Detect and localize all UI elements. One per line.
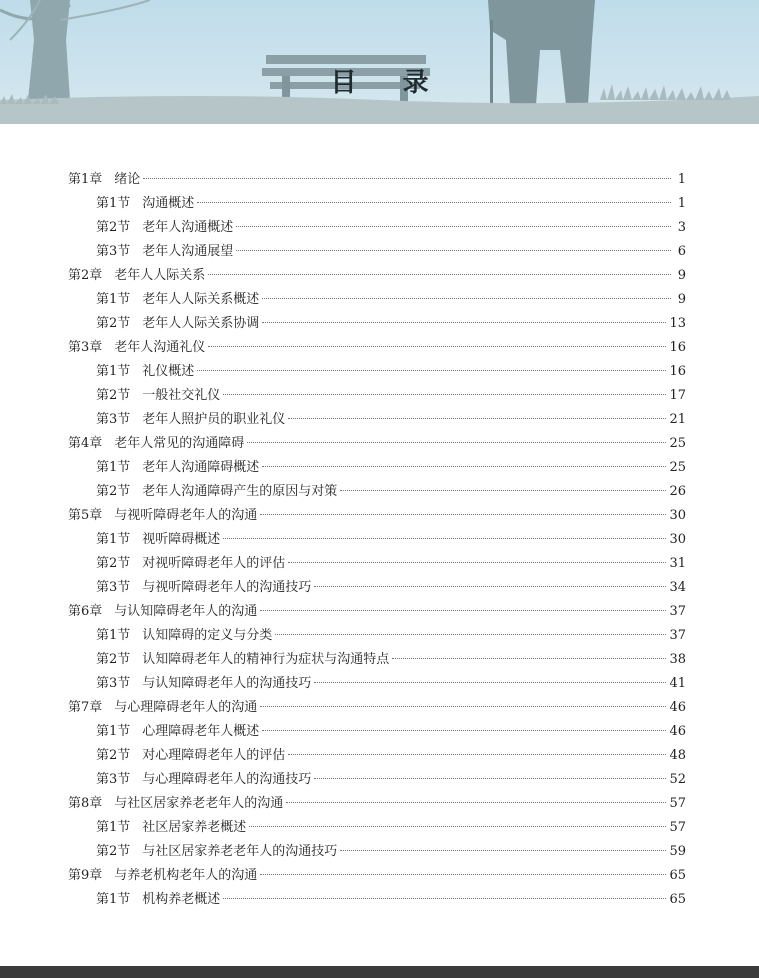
entry-page-number: 26: [669, 484, 686, 499]
table-of-contents: [68, 168, 686, 912]
entry-number: 第1节: [96, 628, 131, 643]
entry-title: 老年人沟通礼仪: [114, 340, 206, 355]
entry-number: 第2节: [96, 220, 131, 235]
entry-page-number: 57: [669, 796, 686, 811]
entry-title: 认知障碍的定义与分类: [142, 628, 273, 643]
entry-page-number: 37: [669, 604, 686, 619]
entry-number: 第8章: [68, 796, 103, 811]
entry-title: 老年人人际关系概述: [142, 292, 260, 307]
entry-page-number: 21: [669, 412, 686, 427]
toc-section-entry[interactable]: [68, 288, 686, 312]
entry-number: 第1节: [96, 532, 131, 547]
entry-title: 绪论: [114, 172, 141, 187]
entry-title: 与视听障碍老年人的沟通: [114, 508, 258, 523]
entry-title: 老年人沟通概述: [142, 220, 234, 235]
entry-title: 认知障碍老年人的精神行为症状与沟通特点: [142, 652, 390, 667]
entry-page-number: 48: [669, 748, 686, 763]
entry-page-number: 31: [669, 556, 686, 571]
entry-number: 第1节: [96, 460, 131, 475]
entry-title: 一般社交礼仪: [142, 388, 221, 403]
entry-number: 第3章: [68, 340, 103, 355]
toc-section-entry[interactable]: [68, 240, 686, 264]
entry-page-number: 37: [669, 628, 686, 643]
dot-leader: [208, 274, 671, 275]
entry-number: 第5章: [68, 508, 103, 523]
entry-number: 第1章: [68, 172, 103, 187]
entry-page-number: 34: [669, 580, 686, 595]
entry-number: 第2节: [96, 316, 131, 331]
entry-title: 与社区居家养老老年人的沟通: [114, 796, 284, 811]
dot-leader: [249, 826, 666, 827]
toc-section-entry[interactable]: [68, 816, 686, 840]
entry-page-number: 65: [669, 892, 686, 907]
dot-leader: [262, 322, 666, 323]
entry-number: 第2节: [96, 748, 131, 763]
dot-leader: [236, 250, 671, 251]
toc-section-entry[interactable]: [68, 528, 686, 552]
entry-number: 第2节: [96, 556, 131, 571]
entry-page-number: 9: [677, 268, 686, 283]
entry-number: 第3节: [96, 244, 131, 259]
dot-leader: [340, 850, 666, 851]
toc-section-entry[interactable]: [68, 744, 686, 768]
entry-title: 对视听障碍老年人的评估: [142, 556, 286, 571]
dot-leader: [340, 490, 666, 491]
dot-leader: [260, 514, 666, 515]
dot-leader: [288, 754, 666, 755]
dot-leader: [223, 538, 666, 539]
bottom-bar: [0, 966, 759, 978]
entry-title: 与社区居家养老老年人的沟通技巧: [142, 844, 338, 859]
dot-leader: [262, 466, 666, 467]
page-title: 目录: [330, 68, 475, 98]
entry-number: 第3节: [96, 412, 131, 427]
entry-title: 与养老机构老年人的沟通: [114, 868, 258, 883]
entry-title: 老年人照护员的职业礼仪: [142, 412, 286, 427]
dot-leader: [143, 178, 671, 179]
entry-page-number: 1: [677, 196, 686, 211]
entry-title: 老年人沟通障碍概述: [142, 460, 260, 475]
entry-number: 第6章: [68, 604, 103, 619]
entry-page-number: 52: [669, 772, 686, 787]
entry-page-number: 16: [669, 364, 686, 379]
entry-page-number: 3: [677, 220, 686, 235]
entry-number: 第2章: [68, 268, 103, 283]
toc-section-entry[interactable]: [68, 624, 686, 648]
entry-page-number: 57: [669, 820, 686, 835]
entry-title: 对心理障碍老年人的评估: [142, 748, 286, 763]
toc-section-entry[interactable]: [68, 216, 686, 240]
entry-page-number: 25: [669, 436, 686, 451]
dot-leader: [288, 418, 666, 419]
toc-section-entry[interactable]: [68, 384, 686, 408]
dot-leader: [260, 610, 666, 611]
dot-leader: [223, 394, 666, 395]
dot-leader: [236, 226, 671, 227]
entry-number: 第2节: [96, 484, 131, 499]
toc-chapter-entry[interactable]: [68, 336, 686, 360]
dot-leader: [314, 586, 666, 587]
dot-leader: [197, 370, 666, 371]
dot-leader: [247, 442, 666, 443]
entry-page-number: 65: [669, 868, 686, 883]
entry-page-number: 13: [669, 316, 686, 331]
entry-number: 第3节: [96, 772, 131, 787]
entry-title: 与心理障碍老年人的沟通: [114, 700, 258, 715]
entry-title: 与认知障碍老年人的沟通: [114, 604, 258, 619]
entry-number: 第4章: [68, 436, 103, 451]
toc-section-entry[interactable]: [68, 360, 686, 384]
toc-section-entry[interactable]: [68, 192, 686, 216]
entry-page-number: 16: [669, 340, 686, 355]
entry-page-number: 38: [669, 652, 686, 667]
dot-leader: [288, 562, 666, 563]
toc-chapter-entry[interactable]: [68, 792, 686, 816]
entry-number: 第9章: [68, 868, 103, 883]
dot-leader: [208, 346, 666, 347]
dot-leader: [392, 658, 666, 659]
entry-page-number: 9: [677, 292, 686, 307]
dot-leader: [260, 874, 666, 875]
entry-title: 与视听障碍老年人的沟通技巧: [142, 580, 312, 595]
dot-leader: [262, 298, 671, 299]
toc-chapter-entry[interactable]: [68, 696, 686, 720]
entry-page-number: 25: [669, 460, 686, 475]
toc-chapter-entry[interactable]: [68, 600, 686, 624]
toc-section-entry[interactable]: [68, 480, 686, 504]
entry-page-number: 41: [669, 676, 686, 691]
entry-number: 第1节: [96, 892, 131, 907]
entry-title: 社区居家养老概述: [142, 820, 247, 835]
toc-section-entry[interactable]: [68, 648, 686, 672]
toc-section-entry[interactable]: [68, 312, 686, 336]
dot-leader: [262, 730, 666, 731]
entry-title: 视听障碍概述: [142, 532, 221, 547]
entry-page-number: 46: [669, 724, 686, 739]
entry-number: 第1节: [96, 724, 131, 739]
entry-title: 老年人人际关系: [114, 268, 206, 283]
entry-title: 老年人常见的沟通障碍: [114, 436, 245, 451]
dot-leader: [314, 778, 666, 779]
toc-section-entry[interactable]: [68, 408, 686, 432]
dot-leader: [223, 898, 666, 899]
entry-number: 第1节: [96, 820, 131, 835]
entry-number: 第2节: [96, 844, 131, 859]
entry-page-number: 17: [669, 388, 686, 403]
toc-chapter-entry[interactable]: [68, 504, 686, 528]
entry-number: 第1节: [96, 292, 131, 307]
entry-title: 老年人沟通障碍产生的原因与对策: [142, 484, 338, 499]
dot-leader: [275, 634, 666, 635]
entry-number: 第1节: [96, 364, 131, 379]
toc-chapter-entry[interactable]: [68, 264, 686, 288]
toc-section-entry[interactable]: [68, 768, 686, 792]
entry-title: 与心理障碍老年人的沟通技巧: [142, 772, 312, 787]
toc-section-entry[interactable]: [68, 888, 686, 912]
dot-leader: [260, 706, 666, 707]
entry-number: 第3节: [96, 580, 131, 595]
entry-title: 机构养老概述: [142, 892, 221, 907]
entry-number: 第2节: [96, 388, 131, 403]
entry-page-number: 30: [669, 508, 686, 523]
entry-page-number: 30: [669, 532, 686, 547]
entry-number: 第1节: [96, 196, 131, 211]
entry-page-number: 59: [669, 844, 686, 859]
dot-leader: [197, 202, 671, 203]
toc-chapter-entry[interactable]: [68, 168, 686, 192]
toc-chapter-entry[interactable]: [68, 864, 686, 888]
toc-section-entry[interactable]: [68, 840, 686, 864]
toc-chapter-entry[interactable]: [68, 432, 686, 456]
toc-section-entry[interactable]: [68, 456, 686, 480]
dot-leader: [286, 802, 666, 803]
entry-title: 礼仪概述: [142, 364, 195, 379]
dot-leader: [314, 682, 666, 683]
toc-section-entry[interactable]: [68, 552, 686, 576]
entry-page-number: 1: [677, 172, 686, 187]
entry-page-number: 46: [669, 700, 686, 715]
toc-section-entry[interactable]: [68, 576, 686, 600]
entry-number: 第3节: [96, 676, 131, 691]
toc-section-entry[interactable]: [68, 720, 686, 744]
entry-title: 老年人人际关系协调: [142, 316, 260, 331]
entry-number: 第2节: [96, 652, 131, 667]
entry-number: 第7章: [68, 700, 103, 715]
toc-section-entry[interactable]: [68, 672, 686, 696]
entry-title: 沟通概述: [142, 196, 195, 211]
entry-title: 心理障碍老年人概述: [142, 724, 260, 739]
entry-title: 与认知障碍老年人的沟通技巧: [142, 676, 312, 691]
entry-title: 老年人沟通展望: [142, 244, 234, 259]
entry-page-number: 6: [677, 244, 686, 259]
